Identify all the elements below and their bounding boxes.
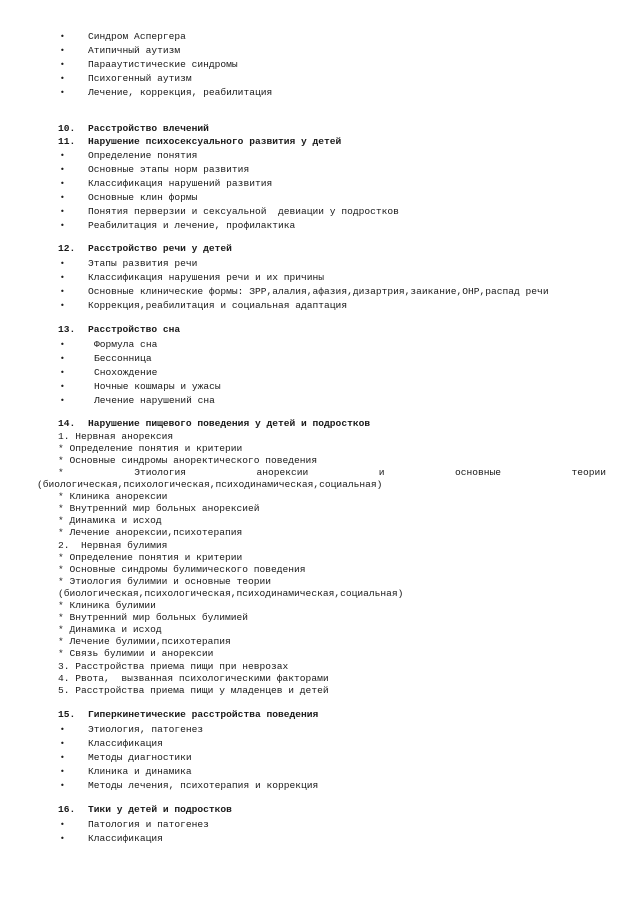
list-item: Атипичный аутизм [88,45,181,56]
list-item: Методы лечения, психотерапия и коррекция [88,780,319,791]
list-item: Понятия перверзии и сексуальной девиации у подростков [88,206,399,217]
word: анорексии [256,467,309,478]
text-line: * Лечение анорексии,психотерапия [58,527,243,538]
text-line: * Динамика и исход [58,624,162,635]
section-title: Тики у детей и подростков [88,804,232,815]
text-line: 5. Расстройства приема пищи у младенцев и детей [58,685,329,696]
justified-line [58,467,606,479]
list-item: Снохождение [94,367,158,378]
section-title: Расстройство влечений [88,123,209,134]
text-line: * Этиология булимии и основные теории [58,576,272,587]
bullet: • [60,753,65,762]
bullet: • [60,820,65,829]
bullet: • [60,193,65,202]
bullet: • [60,340,65,349]
text-line: 1. Нервная анорексия [58,431,174,442]
word: и [378,467,385,478]
text-line: 2. Нервная булимия [58,540,168,551]
text-line: (биологическая,психологическая,психодинамическая,социальная) [37,479,383,490]
text-line: * Клиника булимии [58,600,156,611]
list-item: Классификация нарушений развития [88,178,273,189]
bullet: • [60,767,65,776]
word: Этиология [134,467,187,478]
section-title: Гиперкинетические расстройства поведения [88,709,319,720]
list-item: Классификация [88,738,163,749]
list-item: Основные клинические формы: ЗРР,алалия,афазия,дизартрия,заикание,ОНР,распад речи [88,286,549,297]
text-line: 4. Рвота, вызванная психологическими факторами [58,673,329,684]
text-line: 3. Расстройства приема пищи при неврозах [58,661,289,672]
text-line: * Внутренний мир больных булимией [58,612,248,623]
bullet: • [60,221,65,230]
bullet: • [60,32,65,41]
bullet: • [60,301,65,310]
section-title: Расстройство сна [88,324,181,335]
bullet: • [60,74,65,83]
section-title: Нарушение пищевого поведения у детей и подростков [88,418,371,429]
list-item: Реабилитация и лечение, профилактика [88,220,296,231]
list-item: Коррекция,реабилитация и социальная адаптация [88,300,348,311]
section-title: Нарушение психосексуального развития у детей [88,136,342,147]
list-item: Парааутистические синдромы [88,59,238,70]
word: теории [571,467,606,478]
bullet: • [60,151,65,160]
section-number: 14. [58,418,76,429]
list-item: Синдром Аспергера [88,31,186,42]
list-item: Формула сна [94,339,158,350]
bullet: • [60,88,65,97]
bullet: • [60,273,65,282]
section-number: 12. [58,243,76,254]
section-number: 13. [58,324,76,335]
list-item: Бессонница [94,353,152,364]
list-item: Клиника и динамика [88,766,192,777]
list-item: Основные клин формы [88,192,198,203]
bullet: • [60,396,65,405]
list-item: Методы диагностики [88,752,192,763]
section-title: Расстройство речи у детей [88,243,232,254]
list-item: Этапы развития речи [88,258,198,269]
bullet: • [60,725,65,734]
word: * [58,467,64,478]
list-item: Классификация [88,833,163,844]
list-item: Классификация нарушения речи и их причины [88,272,325,283]
text-line: (биологическая,психологическая,психодинамическая,социальная) [58,588,404,599]
text-line: * Клиника анорексии [58,491,168,502]
list-item: Лечение, коррекция, реабилитация [88,87,273,98]
word: основные [454,467,501,478]
bullet: • [60,739,65,748]
text-line: * Связь булимии и анорексии [58,648,214,659]
list-item: Основные этапы норм развития [88,164,250,175]
text-line: * Определение понятия и критерии [58,443,243,454]
section-number: 10. [58,123,76,134]
bullet: • [60,259,65,268]
bullet: • [60,165,65,174]
bullet: • [60,368,65,377]
list-item: Определение понятия [88,150,198,161]
list-item: Ночные кошмары и ужасы [94,381,221,392]
list-item: Лечение нарушений сна [94,395,215,406]
bullet: • [60,60,65,69]
list-item: Патология и патогенез [88,819,209,830]
bullet: • [60,179,65,188]
text-line: * Определение понятия и критерии [58,552,243,563]
bullet: • [60,834,65,843]
bullet: • [60,207,65,216]
text-line: * Основные синдромы булимического поведения [58,564,306,575]
section-number: 15. [58,709,76,720]
bullet: • [60,354,65,363]
bullet: • [60,46,65,55]
section-number: 11. [58,136,76,147]
text-line: * Лечение булимии,психотерапия [58,636,231,647]
text-line: * Основные синдромы аноректического поведения [58,455,318,466]
bullet: • [60,287,65,296]
list-item: Психогенный аутизм [88,73,192,84]
bullet: • [60,781,65,790]
section-number: 16. [58,804,76,815]
list-item: Этиология, патогенез [88,724,204,735]
text-line: * Внутренний мир больных анорексией [58,503,260,514]
text-line: * Динамика и исход [58,515,162,526]
bullet: • [60,382,65,391]
